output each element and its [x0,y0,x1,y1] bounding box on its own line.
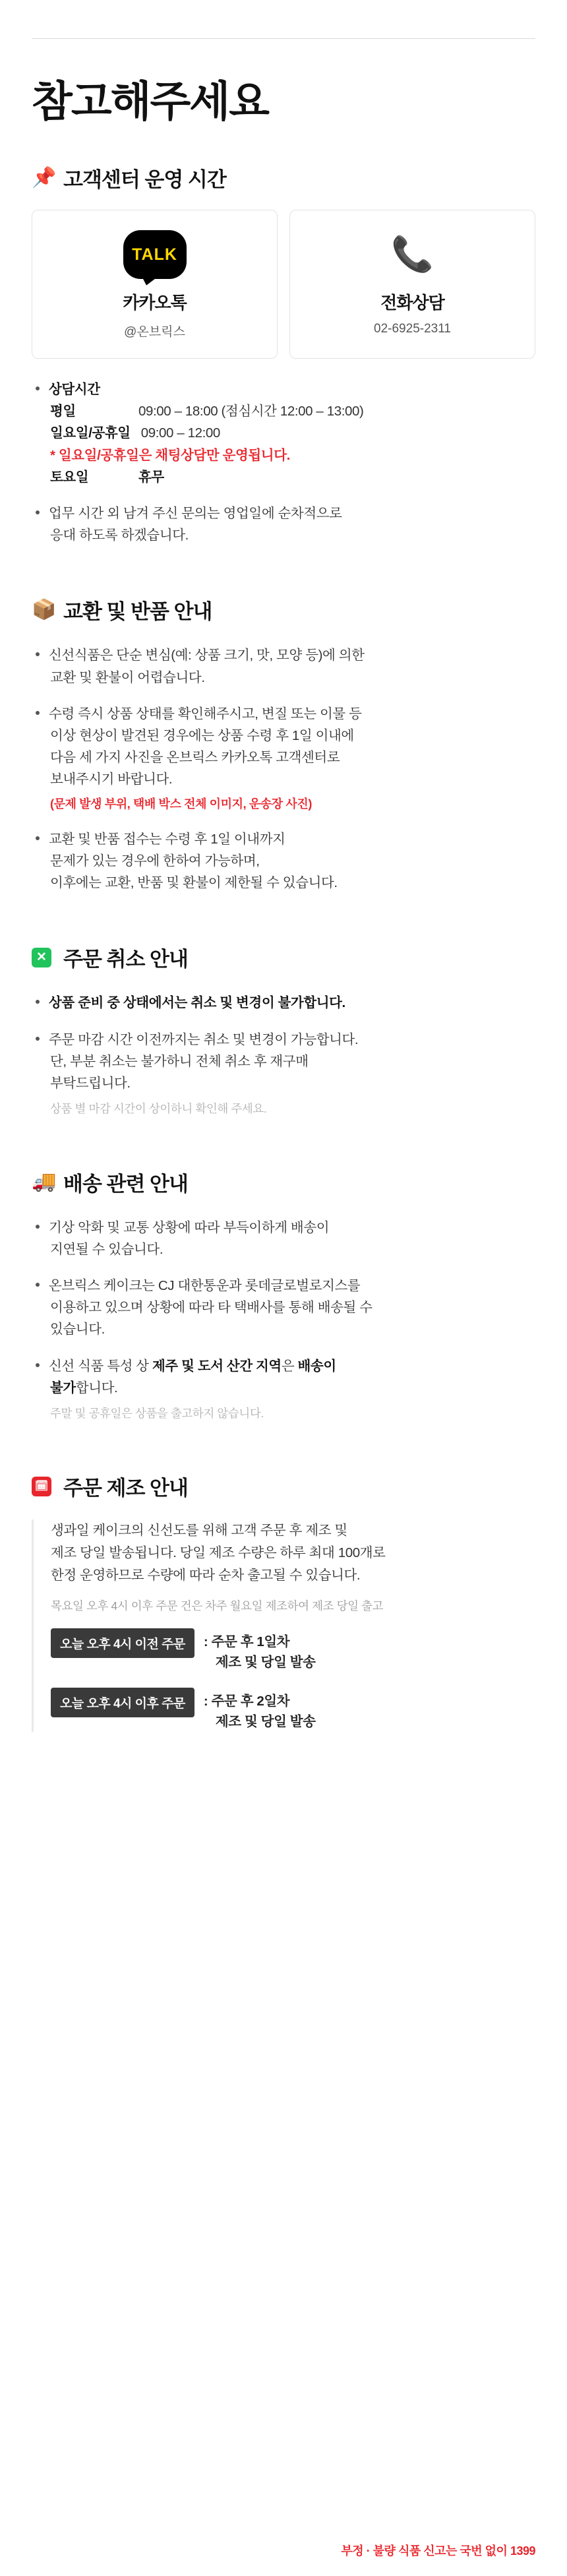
exchange-item-1-line2: 교환 및 환불이 어렵습니다. [50,669,205,685]
exchange-item-2-line1: 수령 즉시 상품 상태를 확인해주시고, 변질 또는 이물 등 [49,706,362,721]
phone-icon: 📞 [391,235,434,274]
delivery-item-3 [32,1355,535,1423]
weekend-shipping-note: 주말 및 공휴일은 상품을 출고하지 않습니다. [50,1406,264,1420]
cutoff-text-before [204,1628,316,1673]
exchange-item-2 [32,703,535,814]
order-cancel-list [32,992,535,1118]
consult-hours-item [32,379,535,488]
cancel-item-1-post: 합니다. [303,995,345,1011]
cutoff-text-after-line1: : 주문 후 2일차 [203,1693,290,1709]
weekday-label: 평일 [50,404,76,419]
phone-number: 02-6925-2311 [374,322,451,336]
section-title-delivery: 배송 관련 안내 [63,1172,188,1196]
exchange-return-list [32,644,535,894]
delivery-item-2-line3: 있습니다. [50,1322,105,1337]
cancel-item-1-pre: 상품 준비 중 [49,995,120,1011]
x-square-icon [32,948,54,967]
after-hours-line1: 업무 시간 외 남겨 주신 문의는 영업일에 순차적으로 [49,506,342,522]
cutoff-tag-after: 오늘 오후 4시 이후 주문 [51,1688,194,1717]
kakaotalk-badge-label: TALK [132,245,177,264]
delivery-item-3-unavailable: 불가 [50,1380,76,1395]
holiday-label: 일요일/공휴일 [50,425,131,441]
delivery-item-1-line1: 기상 악화 및 교통 상황에 따라 부득이하게 배송이 [49,1219,330,1235]
section-header-exchange-return [32,595,567,625]
exchange-photo-requirements: (문제 발생 부위, 택배 박스 전체 이미지, 운송장 사진) [50,797,312,811]
holiday-value: 09:00 – 12:00 [140,425,220,441]
exchange-item-2-line2: 이상 현상이 발견된 경우에는 상품 수령 후 1일 이내에 [50,728,354,744]
cancel-item-2-line2: 단, 부분 취소는 불가하니 전체 취소 후 재구매 [50,1053,309,1069]
section-title-customer-center: 고객센터 운영 시간 [63,168,226,191]
contact-card-kakaotalk[interactable] [32,210,278,359]
made-to-order-line2: 제조 당일 발송됩니다. 당일 제조 수량은 하루 최대 100개로 [51,1545,386,1561]
holiday-chat-only-note: * 일요일/공휴일은 채팅상담만 운영됩니다. [50,447,290,463]
delivery-item-3-region: 제주 및 도서 산간 지역 [152,1358,282,1374]
exchange-item-1-line1: 신선식품은 단순 변심(예: 상품 크기, 맛, 모양 등)에 의한 [49,648,365,663]
cutoff-tag-before: 오늘 오후 4시 이전 주문 [51,1628,194,1658]
truck-icon: 🚚 [32,1171,57,1193]
cutoff-row-before [51,1628,535,1673]
delivery-item-3-strong2: 배송이 [297,1358,336,1374]
saturday-label: 토요일 [50,469,89,485]
exchange-item-3-line2: 문제가 있는 경우에 한하여 가능하며, [50,853,260,869]
exchange-item-1 [32,644,535,688]
delivery-item-2 [32,1275,535,1341]
section-title-made-to-order: 주문 제조 안내 [63,1477,188,1500]
cancel-item-1-strong: 취소 및 변경이 불가 [191,995,304,1011]
cancel-item-1-mid: 상태에서는 [119,995,191,1011]
footer-report-note: 부정 · 불량 식품 신고는 국번 없이 1399 [341,2544,535,2558]
contact-cards [32,210,535,359]
after-hours-line2: 응대 하도록 하겠습니다. [50,528,189,543]
after-hours-item [32,503,535,546]
kakaotalk-handle: @온브릭스 [124,325,185,339]
exchange-item-3 [32,828,535,894]
x-square-glyph: ✕ [32,948,51,967]
top-divider [32,38,535,39]
thursday-cutoff-note: 목요일 오후 4시 이후 주문 건은 차주 월요일 제조하여 제조 당일 출고 [51,1599,384,1613]
cutoff-text-after-line2: 제조 및 당일 발송 [215,1713,316,1729]
made-to-order-line1: 생과일 케이크의 신선도를 위해 고객 주문 후 제조 및 [51,1523,347,1539]
kakaotalk-title: 카카오톡 [123,293,187,313]
weekday-value: 09:00 – 18:00 (점심시간 12:00 – 13:00) [138,404,364,419]
section-header-order-cancel [32,942,567,972]
delivery-list [32,1217,535,1423]
exchange-item-2-line4: 보내주시기 바랍니다. [50,772,173,787]
delivery-item-2-line1: 온브릭스 케이크는 CJ 대한통운과 롯데글로벌로지스를 [49,1277,361,1293]
cancel-item-1 [32,992,535,1014]
pushpin-icon: 📌 [32,166,57,189]
exchange-item-2-line3: 다음 세 가지 사진을 온브릭스 카카오톡 고객센터로 [50,750,340,766]
delivery-item-3-pre: 신선 식품 특성 상 [49,1358,153,1374]
contact-card-phone[interactable] [289,210,535,359]
page-title: 참고해주세요 [32,78,268,125]
cancel-item-2 [32,1029,535,1119]
exchange-item-3-line3: 이후에는 교환, 반품 및 환불이 제한될 수 있습니다. [50,875,338,891]
delivery-item-3-mid: 은 [281,1358,298,1374]
cancel-item-2-line1: 주문 마감 시간 이전까지는 취소 및 변경이 가능합니다. [49,1031,359,1047]
section-title-order-cancel: 주문 취소 안내 [63,948,188,971]
cutoff-text-after [204,1688,316,1733]
holiday-hours-row [50,422,535,444]
exchange-item-3-line1: 교환 및 반품 접수는 수령 후 1일 이내까지 [49,831,285,847]
made-to-order-paragraph [51,1519,535,1587]
section-header-delivery [32,1167,567,1197]
cancel-item-2-line3: 부탁드립니다. [50,1076,131,1091]
cutoff-row-after [51,1688,535,1733]
calendar-glyph: 🗓 [32,1477,51,1496]
cutoff-text-before-line1: : 주문 후 1일차 [203,1634,290,1650]
kakaotalk-icon [123,230,187,279]
made-to-order-box [32,1519,535,1732]
made-to-order-line3: 한정 운영하므로 수량에 따라 순차 출고될 수 있습니다. [51,1568,361,1583]
package-icon: 📦 [32,598,57,621]
customer-center-details [32,379,535,546]
delivery-item-2-line2: 이용하고 있으며 상황에 따라 타 택배사를 통해 배송될 수 [50,1300,373,1316]
saturday-value: 휴무 [138,469,164,485]
delivery-item-1-line2: 지연될 수 있습니다. [50,1241,164,1257]
cutoff-text-before-line2: 제조 및 당일 발송 [215,1655,316,1671]
section-title-exchange-return: 교환 및 반품 안내 [63,600,212,624]
saturday-row [50,466,535,488]
section-header-customer-center [32,163,567,193]
delivery-item-1 [32,1217,535,1260]
notice-page [0,38,567,2576]
section-header-made-to-order [32,1471,567,1501]
delivery-item-3-post: 합니다. [75,1380,118,1395]
cancel-deadline-note: 상품 별 마감 시간이 상이하니 확인해 주세요. [50,1102,267,1116]
weekday-hours-row [50,400,535,422]
phone-title: 전화상담 [380,293,444,313]
calendar-icon [32,1477,54,1496]
consult-hours-label: 상담시간 [49,382,100,397]
